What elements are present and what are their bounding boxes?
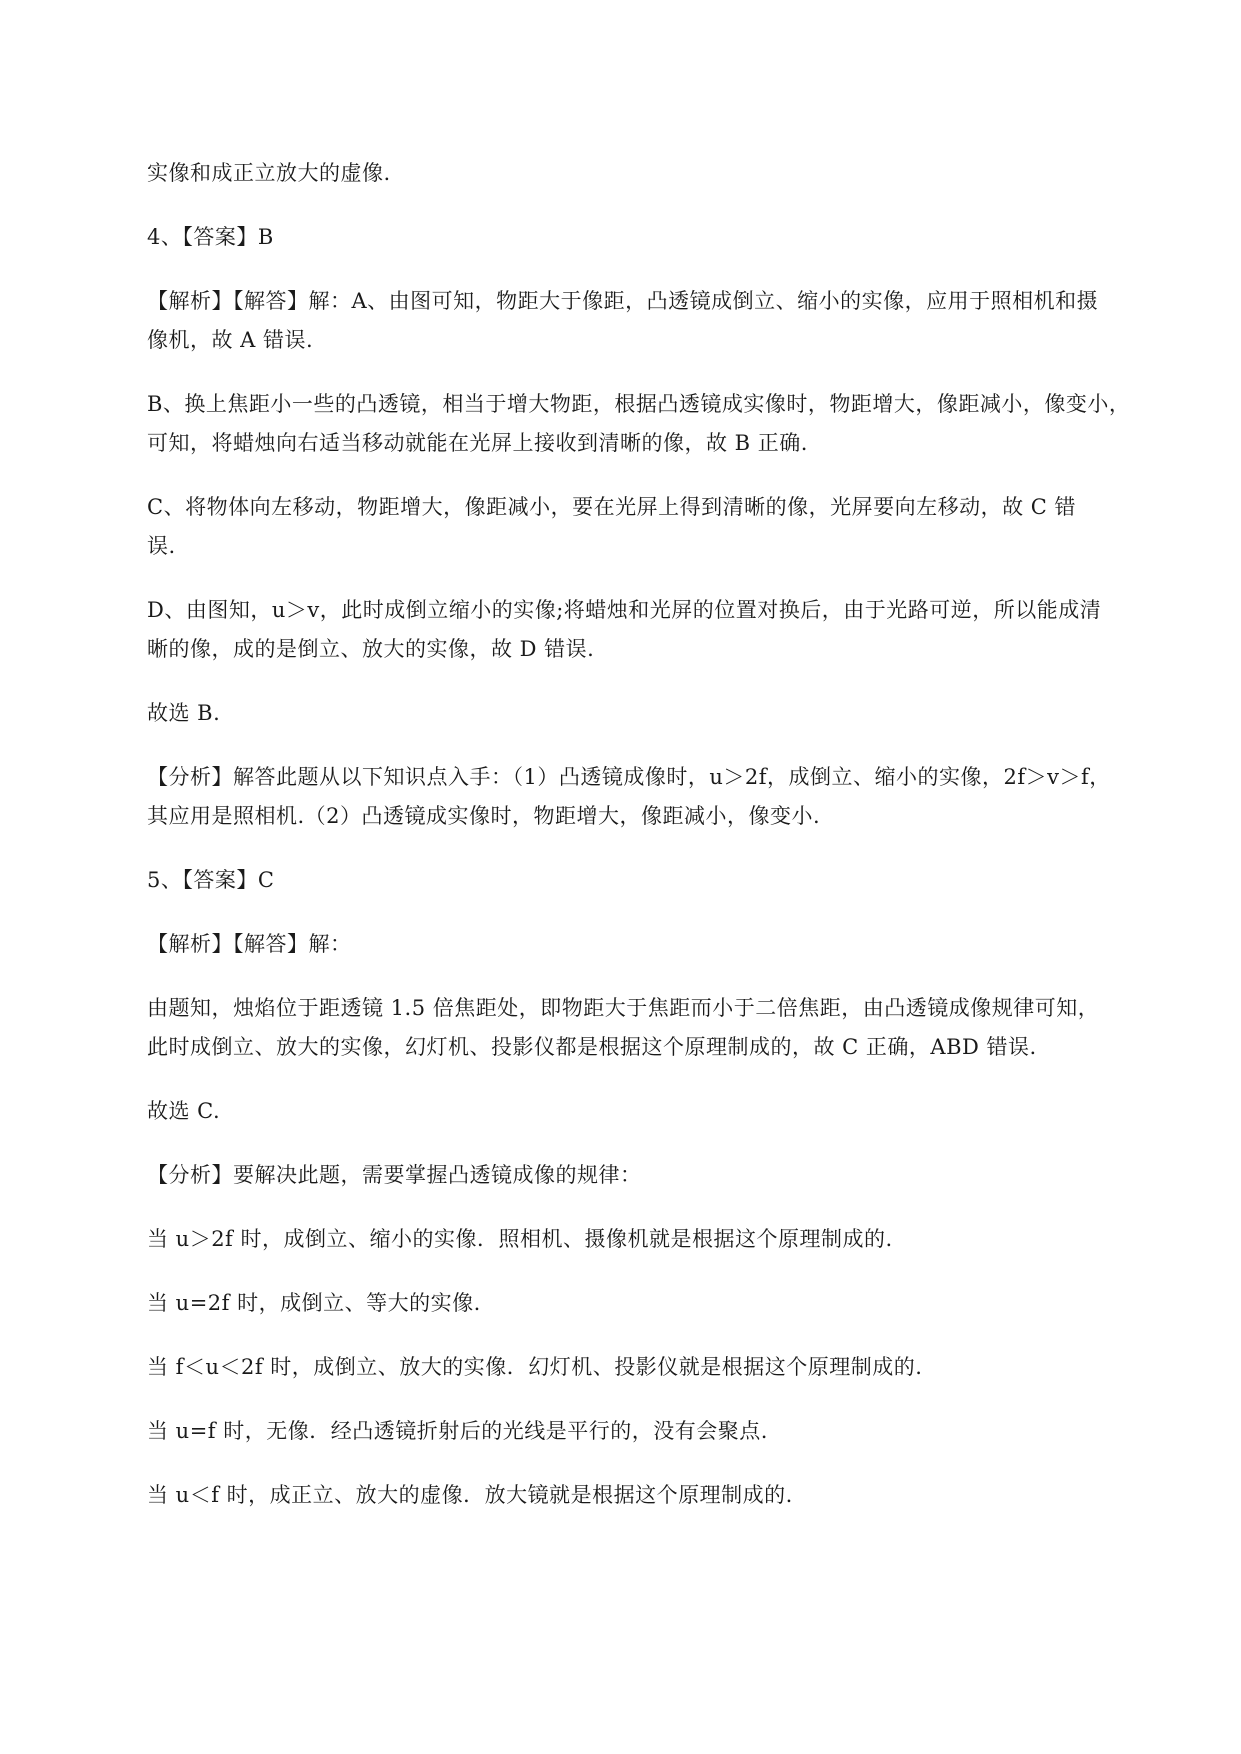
answer-5-heading bbox=[147, 861, 1147, 900]
text-line: 故选 B. bbox=[147, 701, 221, 725]
text-line: 当 u=f 时，无像．经凸透镜折射后的光线是平行的，没有会聚点. bbox=[147, 1419, 768, 1443]
rule-u-equal-2f bbox=[147, 1284, 1147, 1323]
answer-4-analysis-c bbox=[147, 488, 1147, 566]
text-line: D、由图知，u＞v，此时成倒立缩小的实像;将蜡烛和光屏的位置对换后，由于光路可逆，所以能成清 bbox=[147, 598, 1102, 622]
text-line: 当 u＞2f 时，成倒立、缩小的实像．照相机、摄像机就是根据这个原理制成的. bbox=[147, 1227, 893, 1251]
text-line: 当 u＜f 时，成正立、放大的虚像．放大镜就是根据这个原理制成的. bbox=[147, 1483, 793, 1507]
text-line: 当 u=2f 时，成倒立、等大的实像. bbox=[147, 1291, 481, 1315]
text-line: 此时成倒立、放大的实像，幻灯机、投影仪都是根据这个原理制成的，故 C 正确，ABD 错误. bbox=[147, 1035, 1037, 1059]
text-line: 像机，故 A 错误. bbox=[147, 328, 314, 352]
text-line: 【分析】要解决此题，需要掌握凸透镜成像的规律： bbox=[147, 1163, 642, 1187]
text-line: B、换上焦距小一些的凸透镜，相当于增大物距，根据凸透镜成实像时，物距增大，像距减小，像变小， bbox=[147, 392, 1131, 416]
rule-u-less-f bbox=[147, 1476, 1147, 1515]
answer-5-analysis-label bbox=[147, 925, 1147, 964]
text-line: C、将物体向左移动，物距增大，像距减小，要在光屏上得到清晰的像，光屏要向左移动，故 C 错 bbox=[147, 495, 1076, 519]
text-line: 其应用是照相机.（2）凸透镜成实像时，物距增大，像距减小，像变小. bbox=[147, 804, 821, 828]
rule-f-between bbox=[147, 1348, 1147, 1387]
rule-u-equal-f bbox=[147, 1412, 1147, 1451]
text-line: 晰的像，成的是倒立、放大的实像，故 D 错误. bbox=[147, 637, 595, 661]
text-line: 4、【答案】B bbox=[147, 225, 274, 249]
text-line: 【分析】解答此题从以下知识点入手：（1）凸透镜成像时，u＞2f，成倒立、缩小的实像，2f＞v＞f， bbox=[147, 765, 1111, 789]
text-line: 5、【答案】C bbox=[147, 868, 275, 892]
answer-4-choice bbox=[147, 694, 1147, 733]
text-line: 【解析】【解答】解：A、由图可知，物距大于像距，凸透镜成倒立、缩小的实像，应用于照相机和摄 bbox=[147, 289, 1099, 313]
text-line: 当 f＜u＜2f 时，成倒立、放大的实像．幻灯机、投影仪就是根据这个原理制成的. bbox=[147, 1355, 923, 1379]
rule-u-greater-2f bbox=[147, 1220, 1147, 1259]
answer-4-heading bbox=[147, 218, 1147, 257]
answer-5-analysis-body bbox=[147, 989, 1147, 1067]
text-line: 可知，将蜡烛向右适当移动就能在光屏上接收到清晰的像，故 B 正确. bbox=[147, 431, 808, 455]
answer-4-analysis-a bbox=[147, 282, 1147, 360]
text-line: 【解析】【解答】解： bbox=[147, 932, 352, 956]
paragraph-continuation bbox=[147, 154, 1147, 193]
text-line: 故选 C. bbox=[147, 1099, 221, 1123]
answer-5-summary bbox=[147, 1156, 1147, 1195]
answer-4-analysis-b bbox=[147, 385, 1147, 463]
answer-4-analysis-d bbox=[147, 591, 1147, 669]
answer-5-choice bbox=[147, 1092, 1147, 1131]
text-line: 误. bbox=[147, 534, 176, 558]
text-line: 由题知，烛焰位于距透镜 1.5 倍焦距处，即物距大于焦距而小于二倍焦距，由凸透镜成像规律可知， bbox=[147, 996, 1100, 1020]
text-line: 实像和成正立放大的虚像. bbox=[147, 161, 391, 185]
answer-4-summary bbox=[147, 758, 1147, 836]
document-body bbox=[147, 154, 1147, 1540]
